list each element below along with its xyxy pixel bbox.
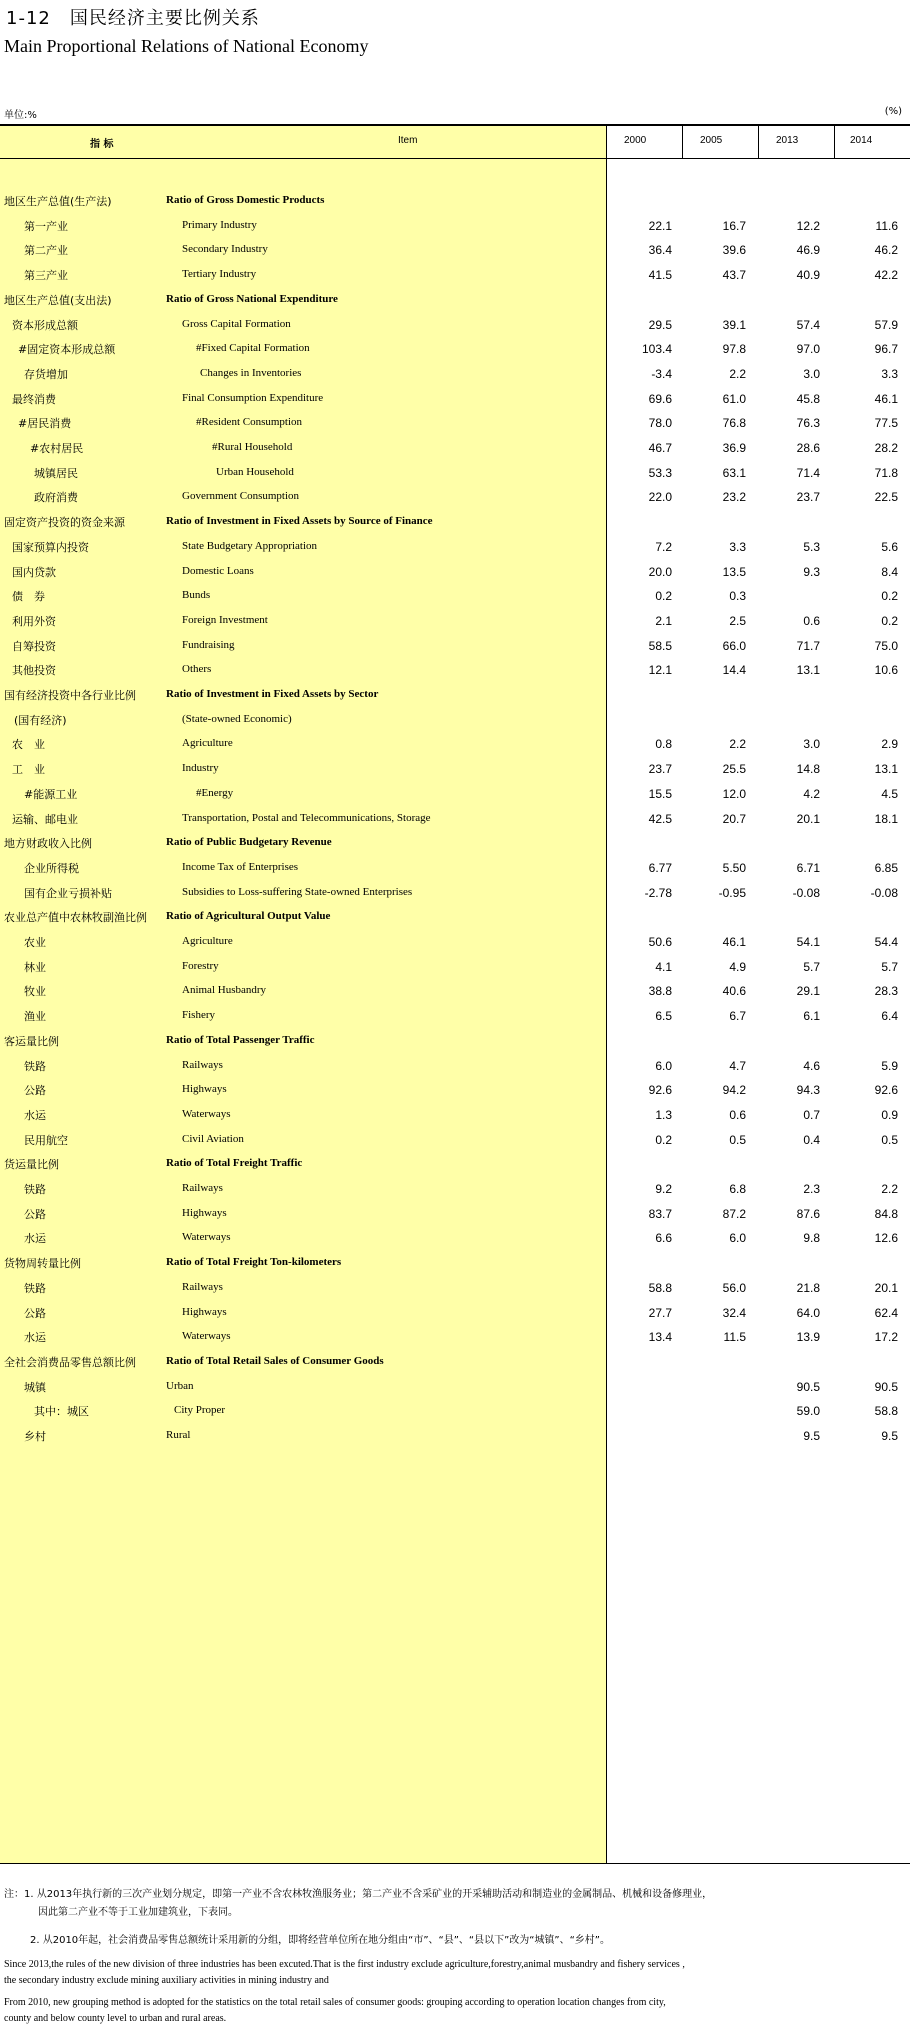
cell-value-2013: 5.3 — [803, 539, 820, 554]
row-label-cn: #固定资本形成总额 — [18, 343, 116, 357]
cell-value-2000: 15.5 — [648, 786, 672, 801]
cell-value-2000: 20.0 — [648, 564, 672, 579]
cell-value-2013: 90.5 — [796, 1379, 820, 1394]
cell-value-2005: 20.7 — [722, 811, 746, 826]
row-label-cn: 国有经济投资中各行业比例 — [4, 689, 136, 702]
table-title-cn: 1-12 国民经济主要比例关系 — [6, 8, 260, 29]
row-label-en: Government Consumption — [182, 490, 300, 503]
row-label-en: Urban Household — [216, 465, 294, 478]
cell-value-2005: 6.7 — [729, 1009, 746, 1024]
row-label-cn: 农业总产值中农林牧副渔比例 — [4, 911, 147, 925]
note-en-2: From 2010, new grouping method is adopted for the statistics on the total retail sales of consumer goods: grouping according to operation location changes from city, — [4, 1997, 666, 2008]
cell-value-2005: 66.0 — [722, 638, 746, 653]
cell-value-2000: 58.5 — [648, 638, 672, 653]
row-label-en: Foreign Investment — [182, 613, 268, 626]
cell-value-2000: -2.78 — [644, 885, 672, 900]
row-label-cn: 资本形成总额 — [12, 318, 78, 332]
cell-value-2014: 46.1 — [874, 391, 898, 406]
row-label-en: #Energy — [196, 786, 234, 799]
cell-value-2005: 94.2 — [722, 1083, 746, 1098]
cell-value-2000: 7.2 — [655, 539, 672, 554]
cell-value-2005: 11.5 — [723, 1330, 746, 1345]
cell-value-2000: 46.7 — [648, 441, 672, 455]
cell-value-2013: -0.08 — [792, 885, 820, 900]
cell-value-2000: 69.6 — [648, 391, 672, 406]
cell-value-2013: 71.7 — [796, 638, 820, 653]
cell-value-2000: 23.7 — [648, 762, 672, 777]
cell-value-2014: 75.0 — [874, 638, 898, 653]
cell-value-2000: 103.4 — [641, 342, 672, 357]
cell-value-2005: 56.0 — [722, 1280, 746, 1295]
cell-value-2005: 5.50 — [722, 860, 746, 875]
cell-value-2013: 5.7 — [803, 959, 820, 974]
row-label-cn: 客运量比例 — [4, 1034, 59, 1048]
row-label-en: Final Consumption Expenditure — [182, 391, 324, 404]
row-label-cn: 工 业 — [12, 763, 45, 777]
row-label-en: Forestry — [182, 959, 219, 972]
cell-value-2013: 40.9 — [796, 268, 820, 283]
row-label-cn: 国家预算内投资 — [12, 540, 89, 554]
note-en-1b: the secondary industry exclude mining auxiliary activities in mining industry and — [4, 1975, 329, 1986]
cell-value-2013: 0.4 — [803, 1132, 820, 1147]
cell-value-2014: 17.2 — [874, 1330, 898, 1345]
cell-value-2014: 90.5 — [874, 1379, 898, 1394]
cell-value-2000: 12.1 — [648, 663, 672, 678]
cell-value-2000: 27.7 — [648, 1305, 672, 1320]
cell-value-2013: 71.4 — [796, 465, 820, 480]
cell-value-2014: 20.1 — [874, 1280, 898, 1295]
row-label-cn: #居民消费 — [18, 417, 72, 431]
cell-value-2000: 6.5 — [655, 1009, 672, 1024]
row-label-en: Fundraising — [182, 638, 235, 651]
row-label-en: Ratio of Agricultural Output Value — [166, 910, 331, 923]
row-label-en: Others — [182, 663, 212, 676]
row-label-en: Secondary Industry — [182, 243, 268, 256]
header-year-2000: 2000 — [624, 135, 647, 146]
cell-value-2014: 9.5 — [881, 1429, 898, 1443]
row-label-cn: 最终消费 — [12, 392, 56, 406]
row-label-cn: #农村居民 — [30, 442, 84, 455]
cell-value-2013: 9.5 — [803, 1429, 820, 1443]
cell-value-2013: 3.0 — [803, 366, 820, 381]
cell-value-2000: 41.5 — [648, 268, 672, 283]
cell-value-2013: 0.7 — [803, 1107, 820, 1122]
row-label-cn: 第一产业 — [24, 219, 68, 233]
row-label-cn: 存货增加 — [24, 367, 68, 381]
cell-value-2013: 87.6 — [796, 1206, 820, 1221]
cell-value-2013: 4.6 — [803, 1058, 820, 1073]
row-label-cn: 城镇 — [24, 1380, 46, 1394]
cell-value-2005: 87.2 — [722, 1206, 746, 1221]
cell-value-2014: 71.8 — [874, 465, 898, 480]
table-body — [0, 159, 910, 1864]
row-label-en: Civil Aviation — [182, 1132, 244, 1145]
cell-value-2000: 78.0 — [648, 416, 672, 431]
row-label-cn: 债 券 — [12, 590, 45, 604]
cell-value-2013: 97.0 — [796, 342, 820, 357]
cell-value-2013: 3.0 — [803, 737, 820, 752]
cell-value-2005: 13.5 — [722, 564, 746, 579]
row-label-en: (State-owned Economic) — [182, 712, 292, 725]
cell-value-2013: 12.2 — [796, 218, 820, 233]
cell-value-2005: 12.0 — [722, 786, 746, 801]
row-label-en: Fishery — [182, 1009, 215, 1022]
cell-value-2000: 4.1 — [655, 959, 672, 974]
note-cn-1: 注：1. 从2013年执行新的三次产业划分规定，即第一产业不含农林牧渔服务业；第二产业不含采矿业的开采辅助活动和制造业的金属制品、机械和设备修理业， — [4, 1889, 713, 1900]
cell-value-2013: 54.1 — [796, 935, 820, 949]
cell-value-2013: 9.3 — [803, 564, 820, 579]
cell-value-2014: 42.2 — [874, 268, 898, 283]
note-en-2b: county and below county level to urban and rural areas. — [4, 2013, 227, 2024]
cell-value-2000: 13.4 — [648, 1330, 672, 1345]
cell-value-2014: 22.5 — [874, 490, 898, 505]
cell-value-2014: 2.2 — [881, 1182, 898, 1196]
header-indicator: 指 标 — [90, 139, 114, 150]
cell-value-2005: 16.7 — [722, 218, 746, 233]
cell-value-2005: 32.4 — [722, 1305, 746, 1320]
cell-value-2005: 76.8 — [722, 416, 746, 431]
cell-value-2014: 2.9 — [881, 737, 898, 752]
row-label-cn: 地区生产总值(生产法) — [4, 195, 112, 208]
row-label-en: Subsidies to Loss-suffering State-owned Enterprises — [182, 885, 413, 898]
row-label-en: #Rural Household — [212, 441, 293, 453]
row-label-cn: 林业 — [24, 960, 46, 974]
cell-value-2005: 39.1 — [722, 317, 746, 332]
row-label-en: Animal Husbandry — [182, 984, 267, 997]
row-label-en: Urban — [166, 1379, 194, 1392]
row-label-cn: 第二产业 — [24, 244, 68, 258]
row-label-en: State Budgetary Appropriation — [182, 539, 318, 552]
row-label-cn: 铁路 — [24, 1183, 46, 1196]
cell-value-2014: 18.1 — [874, 811, 898, 826]
cell-value-2005: 36.9 — [722, 441, 746, 455]
cell-value-2005: 0.5 — [729, 1132, 746, 1147]
row-label-en: Rural — [166, 1429, 191, 1441]
cell-value-2014: 5.7 — [881, 959, 898, 974]
cell-value-2013: 13.1 — [796, 663, 820, 678]
cell-value-2000: 0.2 — [655, 1132, 672, 1147]
cell-value-2000: 0.2 — [655, 589, 672, 604]
row-label-cn: 水运 — [24, 1331, 46, 1345]
cell-value-2013: 9.8 — [803, 1231, 820, 1246]
row-label-cn: 渔业 — [24, 1010, 46, 1024]
row-label-en: Highways — [182, 1083, 227, 1096]
cell-value-2014: 3.3 — [881, 366, 898, 381]
row-label-en: #Resident Consumption — [196, 416, 303, 429]
row-label-cn: 企业所得税 — [24, 861, 79, 875]
row-label-cn: 运输、邮电业 — [12, 812, 78, 826]
row-label-cn: 牧业 — [24, 985, 46, 999]
cell-value-2013: 13.9 — [796, 1330, 820, 1345]
cell-value-2000: 36.4 — [648, 243, 672, 258]
cell-value-2014: 6.85 — [874, 860, 898, 875]
unit-label: 单位:% — [4, 110, 37, 121]
cell-value-2013: 4.2 — [803, 786, 820, 801]
cell-value-2014: 5.6 — [881, 539, 898, 554]
cell-value-2014: 6.4 — [881, 1009, 898, 1024]
row-label-cn: 全社会消费品零售总额比例 — [4, 1355, 136, 1369]
cell-value-2005: -0.95 — [718, 885, 746, 900]
row-label-en: Domestic Loans — [182, 564, 254, 577]
cell-value-2005: 6.8 — [729, 1182, 746, 1196]
cell-value-2014: 28.2 — [874, 441, 898, 455]
cell-value-2005: 39.6 — [722, 243, 746, 258]
row-label-en: Ratio of Investment in Fixed Assets by Sector — [166, 688, 379, 700]
row-label-cn: 自筹投资 — [12, 639, 56, 653]
row-label-en: Ratio of Total Passenger Traffic — [166, 1033, 315, 1046]
cell-value-2005: 2.2 — [729, 366, 746, 381]
row-label-en: Changes in Inventories — [200, 366, 302, 379]
cell-value-2013: 28.6 — [796, 441, 820, 455]
cell-value-2013: 21.8 — [796, 1280, 820, 1295]
note-en-1: Since 2013,the rules of the new division of three industries has been excuted.That is the first industry exclude agriculture,forestry,animal musbandry and fishery services , — [4, 1959, 685, 1970]
row-label-en: Ratio of Investment in Fixed Assets by Source of Finance — [166, 515, 433, 528]
cell-value-2013: 14.8 — [796, 762, 820, 777]
cell-value-2005: 43.7 — [722, 268, 746, 283]
row-label-en: Ratio of Public Budgetary Revenue — [166, 836, 332, 849]
cell-value-2014: 11.6 — [875, 218, 898, 233]
cell-value-2005: 0.6 — [729, 1107, 746, 1122]
cell-value-2005: 25.5 — [722, 762, 746, 777]
row-label-cn: #能源工业 — [24, 787, 78, 801]
header-year-2005: 2005 — [700, 135, 723, 146]
cell-value-2014: 28.3 — [874, 984, 898, 999]
cell-value-2005: 23.2 — [722, 490, 746, 505]
cell-value-2013: 6.71 — [796, 860, 820, 875]
cell-value-2013: 57.4 — [796, 317, 820, 332]
cell-value-2014: 13.1 — [874, 762, 898, 777]
cell-value-2000: 6.77 — [648, 860, 672, 875]
cell-value-2013: 45.8 — [796, 391, 820, 406]
row-label-en: Railways — [182, 1280, 223, 1293]
row-label-cn: 固定资产投资的资金来源 — [4, 516, 125, 530]
row-label-en: Ratio of Total Freight Ton-kilometers — [166, 1256, 342, 1269]
cell-value-2005: 40.6 — [722, 984, 746, 999]
table-header — [0, 124, 910, 159]
cell-value-2013: 2.3 — [803, 1182, 820, 1196]
cell-value-2000: 0.8 — [655, 737, 672, 752]
row-label-cn: 公路 — [24, 1207, 46, 1221]
cell-value-2013: 59.0 — [796, 1404, 820, 1419]
row-label-cn: 其中：城区 — [34, 1405, 89, 1419]
row-label-cn: 第三产业 — [24, 269, 68, 283]
cell-value-2014: 0.9 — [881, 1107, 898, 1122]
row-label-en: Railways — [182, 1058, 223, 1071]
cell-value-2013: 46.9 — [796, 243, 820, 258]
row-label-cn: 国内贷款 — [12, 565, 56, 579]
row-label-cn: 水运 — [24, 1108, 46, 1122]
row-label-cn: 利用外资 — [12, 614, 56, 628]
row-label-en: Agriculture — [182, 935, 233, 947]
cell-value-2014: 4.5 — [881, 786, 898, 801]
cell-value-2000: 42.5 — [648, 811, 672, 826]
row-label-en: Ratio of Gross Domestic Products — [166, 194, 325, 206]
cell-value-2005: 3.3 — [729, 539, 746, 554]
cell-value-2000: 83.7 — [648, 1206, 672, 1221]
row-label-en: Ratio of Total Retail Sales of Consumer Goods — [166, 1354, 384, 1367]
cell-value-2000: 6.0 — [655, 1058, 672, 1073]
cell-value-2005: 97.8 — [722, 342, 746, 357]
cell-value-2014: 57.9 — [874, 317, 898, 332]
row-label-cn: 公路 — [24, 1084, 46, 1098]
row-label-cn: 地方财政收入比例 — [4, 837, 92, 851]
cell-value-2014: 77.5 — [874, 416, 898, 431]
cell-value-2014: 92.6 — [874, 1083, 898, 1098]
row-label-cn: 城镇居民 — [34, 466, 78, 480]
header-year-2013: 2013 — [776, 135, 799, 146]
row-label-en: Industry — [182, 762, 219, 775]
table-title-en: Main Proportional Relations of National Economy — [4, 36, 369, 56]
row-label-en: Income Tax of Enterprises — [182, 860, 299, 873]
cell-value-2014: 5.9 — [881, 1058, 898, 1073]
cell-value-2014: 46.2 — [874, 243, 898, 258]
cell-value-2014: 0.2 — [881, 613, 898, 628]
row-label-cn: 铁路 — [24, 1281, 46, 1295]
cell-value-2005: 0.3 — [729, 589, 746, 604]
cell-value-2000: -3.4 — [651, 366, 672, 381]
row-label-cn: 铁路 — [24, 1059, 46, 1073]
data-table — [0, 124, 910, 1864]
cell-value-2000: 22.0 — [648, 490, 672, 505]
cell-value-2014: 0.5 — [881, 1132, 898, 1147]
cell-value-2014: 58.8 — [874, 1404, 898, 1419]
cell-value-2014: 84.8 — [874, 1206, 898, 1221]
cell-value-2000: 1.3 — [655, 1107, 672, 1122]
row-label-en: Waterways — [182, 1330, 231, 1343]
row-label-en: Waterways — [182, 1107, 231, 1120]
cell-value-2014: 54.4 — [874, 935, 898, 949]
cell-value-2005: 4.7 — [729, 1058, 746, 1073]
row-label-cn: 其他投资 — [12, 664, 56, 678]
cell-value-2000: 38.8 — [648, 984, 672, 999]
cell-value-2000: 53.3 — [648, 465, 672, 480]
row-label-en: #Fixed Capital Formation — [196, 342, 310, 355]
cell-value-2013: 64.0 — [796, 1305, 820, 1320]
row-label-cn: 农 业 — [12, 738, 45, 752]
cell-value-2005: 46.1 — [722, 935, 746, 949]
row-label-en: Primary Industry — [182, 218, 257, 231]
row-label-cn: 地区生产总值(支出法) — [4, 293, 112, 307]
row-label-en: Ratio of Total Freight Traffic — [166, 1157, 303, 1170]
note-cn-2: 2. 从2010年起，社会消费品零售总额统计采用新的分组，即将经营单位所在地分组由“市”、“县”、“县以下”改为“城镇”、“乡村”。 — [30, 1935, 610, 1946]
row-label-cn: 水运 — [24, 1232, 46, 1246]
cell-value-2013: 0.6 — [803, 613, 820, 628]
cell-value-2013: 29.1 — [796, 984, 820, 999]
row-label-en: Agriculture — [182, 737, 233, 750]
cell-value-2014: 0.2 — [881, 589, 898, 604]
row-label-en: Railways — [182, 1182, 223, 1194]
cell-value-2005: 6.0 — [729, 1231, 746, 1246]
cell-value-2005: 2.5 — [729, 613, 746, 628]
cell-value-2014: 8.4 — [881, 564, 898, 579]
row-label-en: Highways — [182, 1206, 227, 1219]
row-label-cn: 农业 — [24, 936, 46, 949]
cell-value-2000: 6.6 — [655, 1231, 672, 1246]
row-label-cn: 政府消费 — [34, 491, 78, 505]
cell-value-2013: 6.1 — [803, 1009, 820, 1024]
row-label-cn: 货运量比例 — [4, 1158, 59, 1172]
row-label-en: Waterways — [182, 1231, 231, 1244]
header-year-2014: 2014 — [850, 135, 873, 146]
cell-value-2000: 22.1 — [648, 218, 672, 233]
row-label-cn: 乡村 — [24, 1430, 46, 1443]
cell-value-2005: 2.2 — [729, 737, 746, 752]
cell-value-2005: 14.4 — [722, 663, 746, 678]
row-label-en: Bunds — [182, 589, 211, 602]
row-label-cn: 公路 — [24, 1306, 46, 1320]
cell-value-2013: 94.3 — [796, 1083, 820, 1098]
cell-value-2013: 20.1 — [796, 811, 820, 826]
cell-value-2014: 10.6 — [874, 663, 898, 678]
cell-value-2014: 62.4 — [874, 1305, 898, 1320]
cell-value-2000: 58.8 — [648, 1280, 672, 1295]
note-cn-1b: 因此第二产业不等于工业加建筑业，下表同。 — [38, 1907, 238, 1918]
header-item: Item — [398, 135, 418, 146]
cell-value-2005: 63.1 — [722, 465, 746, 480]
cell-value-2005: 61.0 — [722, 391, 746, 406]
cell-value-2000: 29.5 — [648, 317, 672, 332]
cell-value-2013: 76.3 — [796, 416, 820, 431]
row-label-cn: 民用航空 — [24, 1133, 68, 1147]
row-label-en: Gross Capital Formation — [182, 317, 291, 330]
cell-value-2013: 23.7 — [796, 490, 820, 505]
row-label-cn: 货物周转量比例 — [4, 1257, 81, 1271]
unit-label-right: (%) — [884, 106, 902, 117]
cell-value-2014: -0.08 — [870, 885, 898, 900]
row-label-en: Ratio of Gross National Expenditure — [166, 292, 338, 305]
row-label-en: Tertiary Industry — [182, 268, 257, 281]
cell-value-2000: 92.6 — [648, 1083, 672, 1098]
table-row — [0, 1420, 910, 1452]
row-label-en: Transportation, Postal and Telecommunications, Storage — [182, 811, 431, 824]
cell-value-2000: 2.1 — [655, 613, 672, 628]
cell-value-2000: 9.2 — [655, 1182, 672, 1196]
cell-value-2005: 4.9 — [729, 959, 746, 974]
cell-value-2000: 50.6 — [648, 935, 672, 949]
row-label-en: Highways — [182, 1305, 227, 1318]
row-label-cn: (国有经济) — [14, 713, 67, 727]
cell-value-2014: 96.7 — [874, 342, 898, 357]
cell-value-2014: 12.6 — [874, 1231, 898, 1246]
row-label-cn: 国有企业亏损补贴 — [24, 886, 112, 900]
row-label-en: City Proper — [174, 1404, 226, 1417]
